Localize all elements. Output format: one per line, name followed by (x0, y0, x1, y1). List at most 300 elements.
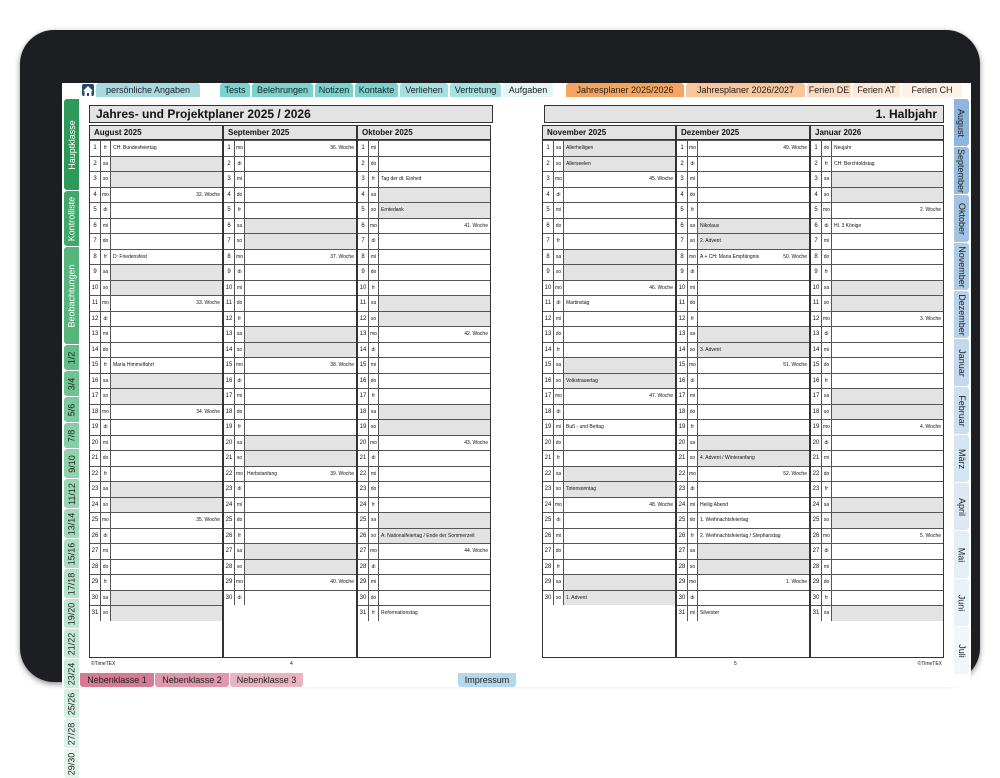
day-row[interactable] (224, 419, 356, 435)
day-row[interactable] (358, 249, 490, 265)
day-row[interactable] (90, 404, 222, 420)
day-entry[interactable] (245, 219, 356, 234)
month-tab-2[interactable] (954, 195, 969, 242)
day-entry[interactable] (245, 389, 356, 404)
day-row[interactable] (224, 202, 356, 218)
day-entry[interactable] (245, 141, 356, 156)
day-row[interactable] (224, 140, 356, 156)
day-row[interactable] (811, 528, 943, 544)
day-entry[interactable] (379, 265, 490, 280)
day-row[interactable] (811, 404, 943, 420)
day-row[interactable] (358, 342, 490, 358)
top-tab-3[interactable]: Notizen (315, 83, 353, 97)
day-entry[interactable] (245, 405, 356, 420)
day-row[interactable] (358, 218, 490, 234)
day-row[interactable] (90, 543, 222, 559)
day-entry[interactable] (111, 513, 222, 528)
day-row[interactable] (677, 497, 809, 513)
day-entry[interactable] (832, 482, 943, 497)
day-entry[interactable] (698, 467, 809, 482)
day-entry[interactable] (379, 234, 490, 249)
day-row[interactable] (358, 528, 490, 544)
day-row[interactable] (358, 481, 490, 497)
day-row[interactable] (677, 280, 809, 296)
day-entry[interactable] (832, 234, 943, 249)
day-entry[interactable] (832, 436, 943, 451)
day-entry[interactable] (379, 374, 490, 389)
day-entry[interactable] (245, 513, 356, 528)
day-entry[interactable] (379, 296, 490, 311)
month-tab-7[interactable] (954, 435, 969, 482)
day-row[interactable] (90, 140, 222, 156)
day-row[interactable] (224, 497, 356, 513)
day-row[interactable] (677, 326, 809, 342)
day-row[interactable] (358, 435, 490, 451)
day-entry[interactable] (379, 451, 490, 466)
day-row[interactable] (358, 450, 490, 466)
day-entry[interactable] (832, 327, 943, 342)
day-entry[interactable] (564, 405, 675, 420)
day-entry[interactable] (698, 219, 809, 234)
day-entry[interactable] (245, 343, 356, 358)
day-row[interactable] (358, 264, 490, 280)
day-entry[interactable] (111, 606, 222, 621)
day-entry[interactable] (111, 312, 222, 327)
day-row[interactable] (358, 357, 490, 373)
day-entry[interactable] (379, 591, 490, 606)
day-row[interactable] (224, 466, 356, 482)
day-entry[interactable] (698, 265, 809, 280)
day-entry[interactable] (111, 188, 222, 203)
day-entry[interactable] (832, 172, 943, 187)
day-row[interactable] (224, 311, 356, 327)
day-entry[interactable] (698, 575, 809, 590)
day-entry[interactable] (379, 405, 490, 420)
day-row[interactable] (358, 326, 490, 342)
day-entry[interactable] (698, 312, 809, 327)
day-entry[interactable] (698, 203, 809, 218)
day-row[interactable] (90, 249, 222, 265)
left-tab-3[interactable] (64, 345, 79, 370)
day-row[interactable] (358, 311, 490, 327)
day-entry[interactable] (379, 157, 490, 172)
day-entry[interactable] (564, 467, 675, 482)
day-entry[interactable] (832, 141, 943, 156)
day-entry[interactable] (111, 265, 222, 280)
day-row[interactable] (224, 450, 356, 466)
day-entry[interactable] (832, 343, 943, 358)
day-row[interactable] (358, 202, 490, 218)
day-row[interactable] (543, 512, 675, 528)
day-entry[interactable] (245, 203, 356, 218)
bottom-tab-3[interactable]: Impressum (458, 673, 516, 687)
day-row[interactable] (677, 574, 809, 590)
day-row[interactable] (90, 528, 222, 544)
day-entry[interactable] (111, 343, 222, 358)
day-row[interactable] (677, 373, 809, 389)
day-entry[interactable] (698, 157, 809, 172)
day-row[interactable] (543, 528, 675, 544)
month-tab-6[interactable] (954, 387, 969, 434)
day-entry[interactable] (111, 250, 222, 265)
day-row[interactable] (811, 264, 943, 280)
day-entry[interactable] (698, 482, 809, 497)
day-entry[interactable] (379, 188, 490, 203)
day-row[interactable] (543, 326, 675, 342)
day-row[interactable] (543, 373, 675, 389)
day-entry[interactable] (245, 451, 356, 466)
day-entry[interactable] (379, 343, 490, 358)
day-entry[interactable] (245, 436, 356, 451)
day-entry[interactable] (564, 312, 675, 327)
day-entry[interactable] (245, 265, 356, 280)
day-row[interactable] (677, 481, 809, 497)
day-row[interactable] (224, 404, 356, 420)
day-entry[interactable] (245, 312, 356, 327)
day-row[interactable] (358, 466, 490, 482)
day-row[interactable] (677, 404, 809, 420)
day-entry[interactable] (832, 467, 943, 482)
left-tab-13[interactable] (64, 629, 79, 658)
day-row[interactable] (677, 512, 809, 528)
day-row[interactable] (543, 218, 675, 234)
day-entry[interactable] (564, 234, 675, 249)
day-entry[interactable] (379, 172, 490, 187)
left-tab-9[interactable] (64, 509, 79, 538)
day-row[interactable] (677, 543, 809, 559)
day-entry[interactable] (564, 203, 675, 218)
day-entry[interactable] (245, 591, 356, 606)
top-tab-1[interactable]: Tests (220, 83, 250, 97)
day-row[interactable] (811, 388, 943, 404)
day-row[interactable] (677, 590, 809, 606)
day-row[interactable] (358, 140, 490, 156)
day-entry[interactable] (564, 498, 675, 513)
day-row[interactable] (224, 295, 356, 311)
day-entry[interactable] (698, 405, 809, 420)
day-entry[interactable] (698, 188, 809, 203)
day-entry[interactable] (111, 296, 222, 311)
top-tab-right-2[interactable]: Ferien DE (808, 85, 850, 95)
day-row[interactable] (358, 373, 490, 389)
day-entry[interactable] (245, 420, 356, 435)
day-entry[interactable] (698, 141, 809, 156)
day-entry[interactable] (564, 529, 675, 544)
day-row[interactable] (811, 590, 943, 606)
top-tab-right-0[interactable]: Jahresplaner 2025/2026 (566, 83, 684, 97)
day-row[interactable] (811, 357, 943, 373)
day-entry[interactable] (698, 451, 809, 466)
day-entry[interactable] (111, 358, 222, 373)
day-row[interactable] (543, 559, 675, 575)
left-tab-5[interactable] (64, 397, 79, 422)
day-entry[interactable] (111, 157, 222, 172)
day-row[interactable] (358, 388, 490, 404)
day-row[interactable] (811, 497, 943, 513)
day-row[interactable] (543, 202, 675, 218)
day-row[interactable] (543, 311, 675, 327)
day-entry[interactable] (832, 389, 943, 404)
day-entry[interactable] (832, 203, 943, 218)
day-row[interactable] (811, 326, 943, 342)
day-row[interactable] (811, 419, 943, 435)
day-row[interactable] (677, 171, 809, 187)
day-entry[interactable] (698, 560, 809, 575)
day-row[interactable] (811, 342, 943, 358)
day-row[interactable] (677, 388, 809, 404)
day-entry[interactable] (698, 172, 809, 187)
day-row[interactable] (358, 512, 490, 528)
day-row[interactable] (677, 311, 809, 327)
day-entry[interactable] (245, 234, 356, 249)
day-row[interactable] (224, 264, 356, 280)
day-row[interactable] (90, 481, 222, 497)
day-row[interactable] (543, 450, 675, 466)
day-entry[interactable] (379, 327, 490, 342)
day-row[interactable] (543, 171, 675, 187)
day-row[interactable] (90, 497, 222, 513)
day-row[interactable] (543, 295, 675, 311)
day-entry[interactable] (698, 358, 809, 373)
day-entry[interactable] (245, 250, 356, 265)
bottom-tab-1[interactable]: Nebenklasse 2 (155, 673, 229, 687)
day-row[interactable] (90, 388, 222, 404)
day-entry[interactable] (832, 606, 943, 621)
day-entry[interactable] (832, 374, 943, 389)
day-row[interactable] (811, 156, 943, 172)
day-entry[interactable] (564, 389, 675, 404)
day-entry[interactable] (832, 358, 943, 373)
day-entry[interactable] (245, 467, 356, 482)
day-row[interactable] (224, 590, 356, 606)
day-entry[interactable] (564, 265, 675, 280)
day-row[interactable] (677, 342, 809, 358)
day-row[interactable] (90, 605, 222, 621)
day-row[interactable] (90, 326, 222, 342)
day-entry[interactable] (832, 451, 943, 466)
day-row[interactable] (677, 295, 809, 311)
day-row[interactable] (224, 249, 356, 265)
month-tab-3[interactable] (954, 243, 969, 290)
day-entry[interactable] (245, 544, 356, 559)
day-entry[interactable] (564, 172, 675, 187)
day-entry[interactable] (564, 436, 675, 451)
day-entry[interactable] (564, 575, 675, 590)
day-entry[interactable] (698, 436, 809, 451)
day-entry[interactable] (564, 420, 675, 435)
day-row[interactable] (677, 156, 809, 172)
left-tab-11[interactable] (64, 569, 79, 598)
month-tab-1[interactable] (954, 147, 969, 194)
day-row[interactable] (543, 233, 675, 249)
day-entry[interactable] (245, 482, 356, 497)
day-row[interactable] (90, 419, 222, 435)
day-row[interactable] (811, 512, 943, 528)
day-entry[interactable] (111, 544, 222, 559)
day-row[interactable] (811, 543, 943, 559)
day-entry[interactable] (832, 420, 943, 435)
day-row[interactable] (811, 311, 943, 327)
day-entry[interactable] (111, 389, 222, 404)
day-entry[interactable] (698, 296, 809, 311)
day-row[interactable] (90, 218, 222, 234)
day-entry[interactable] (564, 327, 675, 342)
day-row[interactable] (677, 140, 809, 156)
day-row[interactable] (677, 435, 809, 451)
day-entry[interactable] (111, 529, 222, 544)
day-entry[interactable] (379, 498, 490, 513)
left-tab-2[interactable] (64, 247, 79, 344)
day-entry[interactable] (564, 219, 675, 234)
day-entry[interactable] (245, 560, 356, 575)
day-entry[interactable] (245, 188, 356, 203)
day-row[interactable] (811, 140, 943, 156)
day-row[interactable] (90, 559, 222, 575)
day-entry[interactable] (564, 451, 675, 466)
day-entry[interactable] (832, 219, 943, 234)
day-row[interactable] (811, 574, 943, 590)
day-entry[interactable] (245, 529, 356, 544)
left-tab-1[interactable] (64, 191, 79, 246)
day-entry[interactable] (379, 420, 490, 435)
left-tab-16[interactable] (64, 719, 79, 748)
day-entry[interactable] (379, 389, 490, 404)
day-row[interactable] (811, 187, 943, 203)
day-entry[interactable] (379, 482, 490, 497)
day-row[interactable] (358, 590, 490, 606)
day-row[interactable] (811, 249, 943, 265)
day-row[interactable] (90, 450, 222, 466)
day-entry[interactable] (111, 482, 222, 497)
day-row[interactable] (224, 171, 356, 187)
day-entry[interactable] (564, 188, 675, 203)
day-entry[interactable] (698, 234, 809, 249)
day-entry[interactable] (832, 529, 943, 544)
day-row[interactable] (677, 528, 809, 544)
day-row[interactable] (677, 605, 809, 621)
day-entry[interactable] (698, 544, 809, 559)
day-entry[interactable] (379, 250, 490, 265)
day-row[interactable] (224, 512, 356, 528)
left-tab-8[interactable] (64, 479, 79, 508)
day-row[interactable] (543, 481, 675, 497)
day-entry[interactable] (111, 172, 222, 187)
day-row[interactable] (677, 264, 809, 280)
day-entry[interactable] (245, 327, 356, 342)
month-tab-0[interactable] (954, 99, 969, 146)
day-row[interactable] (358, 187, 490, 203)
day-row[interactable] (543, 357, 675, 373)
day-entry[interactable] (245, 374, 356, 389)
top-tab-2[interactable]: Belehrungen (252, 83, 313, 97)
day-entry[interactable] (698, 420, 809, 435)
month-tab-4[interactable] (954, 291, 969, 338)
day-entry[interactable] (698, 591, 809, 606)
day-entry[interactable] (245, 575, 356, 590)
day-row[interactable] (224, 342, 356, 358)
day-entry[interactable] (379, 467, 490, 482)
day-row[interactable] (90, 202, 222, 218)
day-row[interactable] (543, 156, 675, 172)
day-row[interactable] (358, 497, 490, 513)
day-entry[interactable] (698, 606, 809, 621)
day-row[interactable] (224, 435, 356, 451)
day-row[interactable] (224, 326, 356, 342)
day-entry[interactable] (111, 560, 222, 575)
day-row[interactable] (358, 233, 490, 249)
month-tab-8[interactable] (954, 483, 969, 530)
day-entry[interactable] (564, 281, 675, 296)
day-entry[interactable] (832, 250, 943, 265)
day-row[interactable] (358, 605, 490, 621)
left-tab-14[interactable] (64, 659, 79, 688)
day-entry[interactable] (564, 250, 675, 265)
day-entry[interactable] (379, 281, 490, 296)
day-entry[interactable] (564, 157, 675, 172)
day-row[interactable] (224, 481, 356, 497)
day-row[interactable] (224, 543, 356, 559)
day-row[interactable] (677, 466, 809, 482)
day-entry[interactable] (564, 560, 675, 575)
day-entry[interactable] (245, 358, 356, 373)
day-entry[interactable] (111, 374, 222, 389)
day-row[interactable] (543, 187, 675, 203)
day-row[interactable] (90, 264, 222, 280)
day-row[interactable] (224, 559, 356, 575)
day-row[interactable] (358, 574, 490, 590)
day-row[interactable] (811, 218, 943, 234)
day-entry[interactable] (564, 141, 675, 156)
day-entry[interactable] (564, 374, 675, 389)
day-entry[interactable] (379, 436, 490, 451)
day-entry[interactable] (832, 544, 943, 559)
day-row[interactable] (224, 233, 356, 249)
home-icon[interactable] (82, 84, 94, 96)
day-row[interactable] (358, 295, 490, 311)
day-entry[interactable] (379, 219, 490, 234)
day-row[interactable] (677, 559, 809, 575)
day-row[interactable] (677, 450, 809, 466)
day-entry[interactable] (111, 467, 222, 482)
day-row[interactable] (358, 280, 490, 296)
day-entry[interactable] (111, 219, 222, 234)
day-row[interactable] (224, 574, 356, 590)
day-row[interactable] (677, 218, 809, 234)
left-tab-6[interactable] (64, 423, 79, 448)
day-row[interactable] (677, 187, 809, 203)
day-entry[interactable] (832, 281, 943, 296)
day-row[interactable] (224, 357, 356, 373)
day-row[interactable] (811, 373, 943, 389)
month-tab-5[interactable] (954, 339, 969, 386)
day-row[interactable] (677, 419, 809, 435)
day-entry[interactable] (379, 560, 490, 575)
day-entry[interactable] (379, 513, 490, 528)
day-row[interactable] (224, 388, 356, 404)
day-row[interactable] (543, 249, 675, 265)
day-entry[interactable] (698, 281, 809, 296)
day-row[interactable] (811, 202, 943, 218)
day-row[interactable] (677, 233, 809, 249)
day-row[interactable] (543, 543, 675, 559)
day-row[interactable] (543, 574, 675, 590)
day-entry[interactable] (698, 389, 809, 404)
day-row[interactable] (677, 202, 809, 218)
day-entry[interactable] (111, 451, 222, 466)
day-row[interactable] (90, 590, 222, 606)
day-entry[interactable] (564, 482, 675, 497)
day-row[interactable] (543, 388, 675, 404)
